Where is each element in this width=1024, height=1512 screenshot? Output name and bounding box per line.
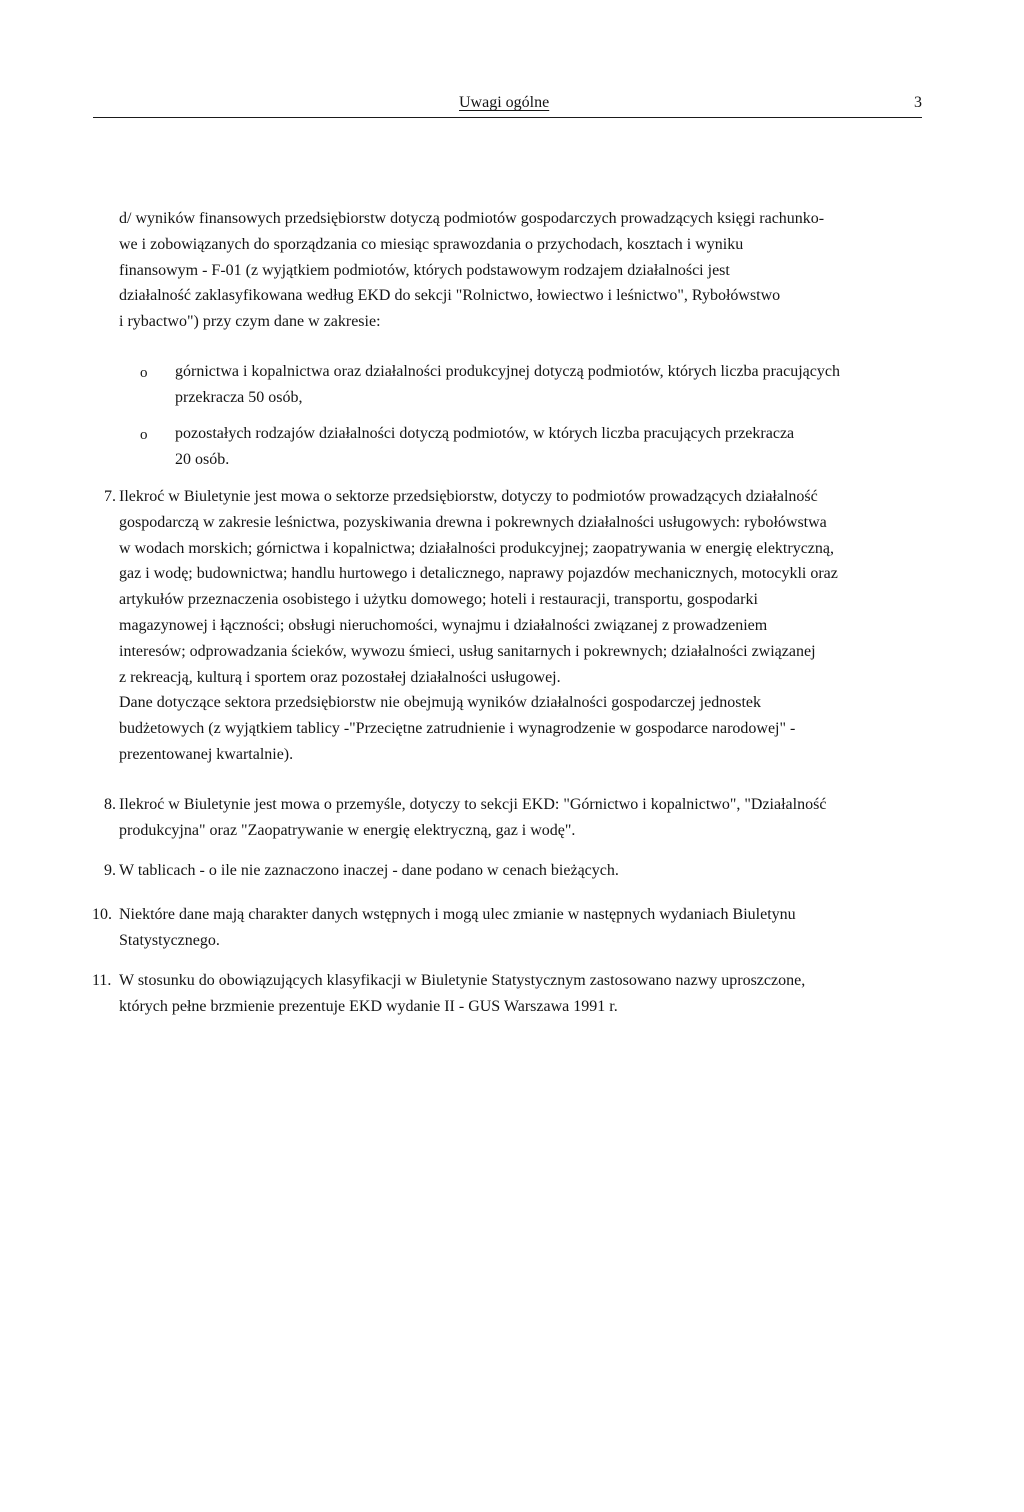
page-header bbox=[93, 93, 922, 118]
bullet-marker: o bbox=[140, 427, 148, 443]
item-number: 8. bbox=[104, 796, 116, 813]
item-number: 9. bbox=[104, 862, 116, 879]
item-11-text: W stosunku do obowiązujących klasyfikacji w Biuletynie Statystycznym zastosowano nazwy uproszczone, których pełne brzmienie prezentuje EKD wydanie II - GUS Warszawa 1991 r. bbox=[119, 972, 806, 1015]
item-number: 10. bbox=[92, 906, 112, 923]
bullet-item-mining: górnictwa i kopalnictwa oraz działalności produkcyjnej dotyczą podmiotów, których liczba pracujących przekracza 50 osób, bbox=[175, 363, 840, 406]
item-7-text: Ilekroć w Biuletynie jest mowa o sektorze przedsiębiorstw, dotyczy to podmiotów prowadzących działalność gospodarczą w zakresie leśnictwa, pozyskiwania drewna i pokrewnych działalności usługowych: rybołówstwa w wodach morskich; górnictwa i kopalnictwa; działalności produkcyjnej; zaopatrywania w energię elektryczną, gaz i wodę; budownictwa; handlu hurtowego i detalicznego, naprawy pojazdów mechanicznych, motocykli oraz artykułów przeznaczenia osobistego i użytku domowego; hoteli i restauracji, transportu, gospodarki magazynowej i łączności; obsługi nieruchomości, wynajmu i działalności związanej z prowadzeniem interesów; odprowadzania ścieków, wywozu śmieci, usług sanitarnych i pokrewnych; działalności związanej z rekreacją, kulturą i sportem oraz pozostałej działalności usługowej. Dane dotyczące sektora przedsiębiorstw nie obejmują wyników działalności gospodarczej jednostek budżetowych (z wyjątkiem tablicy -"Przeciętne zatrudnienie i wynagrodzenie w gospodarce narodowej" - prezentowanej kwartalnie). bbox=[119, 488, 838, 763]
header-title: Uwagi ogólne bbox=[459, 94, 550, 111]
bullet-marker: o bbox=[140, 365, 148, 381]
bullet-item-other: pozostałych rodzajów działalności dotyczą podmiotów, w których liczba pracujących przekracza 20 osób. bbox=[175, 425, 795, 468]
paragraph-d: d/ wyników finansowych przedsiębiorstw dotyczą podmiotów gospodarczych prowadzących księgi rachunko- we i zobowiązanych do sporządzania co miesiąc sprawozdania o przychodach, kosztach i wyniku finansowym - F-01 (z wyjątkiem podmiotów, których podstawowym rodzajem działalności jest działalność zaklasyfikowana według EKD do sekcji "Rolnictwo, łowiectwo i leśnictwo", Rybołówstwo i rybactwo") przy czym dane w zakresie: bbox=[119, 210, 825, 331]
item-8-text: Ilekroć w Biuletynie jest mowa o przemyśle, dotyczy to sekcji EKD: "Górnictwo i kopalnictwo", "Działalność produkcyjna" oraz "Zaopatrywanie w energię elektryczną, gaz i wodę". bbox=[119, 796, 827, 839]
page-number: 3 bbox=[914, 94, 922, 111]
item-number: 7. bbox=[104, 488, 116, 505]
item-number: 11. bbox=[92, 972, 112, 989]
item-9-text: W tablicach - o ile nie zaznaczono inaczej - dane podano w cenach bieżących. bbox=[119, 862, 619, 879]
item-10-text: Niektóre dane mają charakter danych wstępnych i mogą ulec zmianie w następnych wydaniach Biuletynu Statystycznego. bbox=[119, 906, 796, 949]
